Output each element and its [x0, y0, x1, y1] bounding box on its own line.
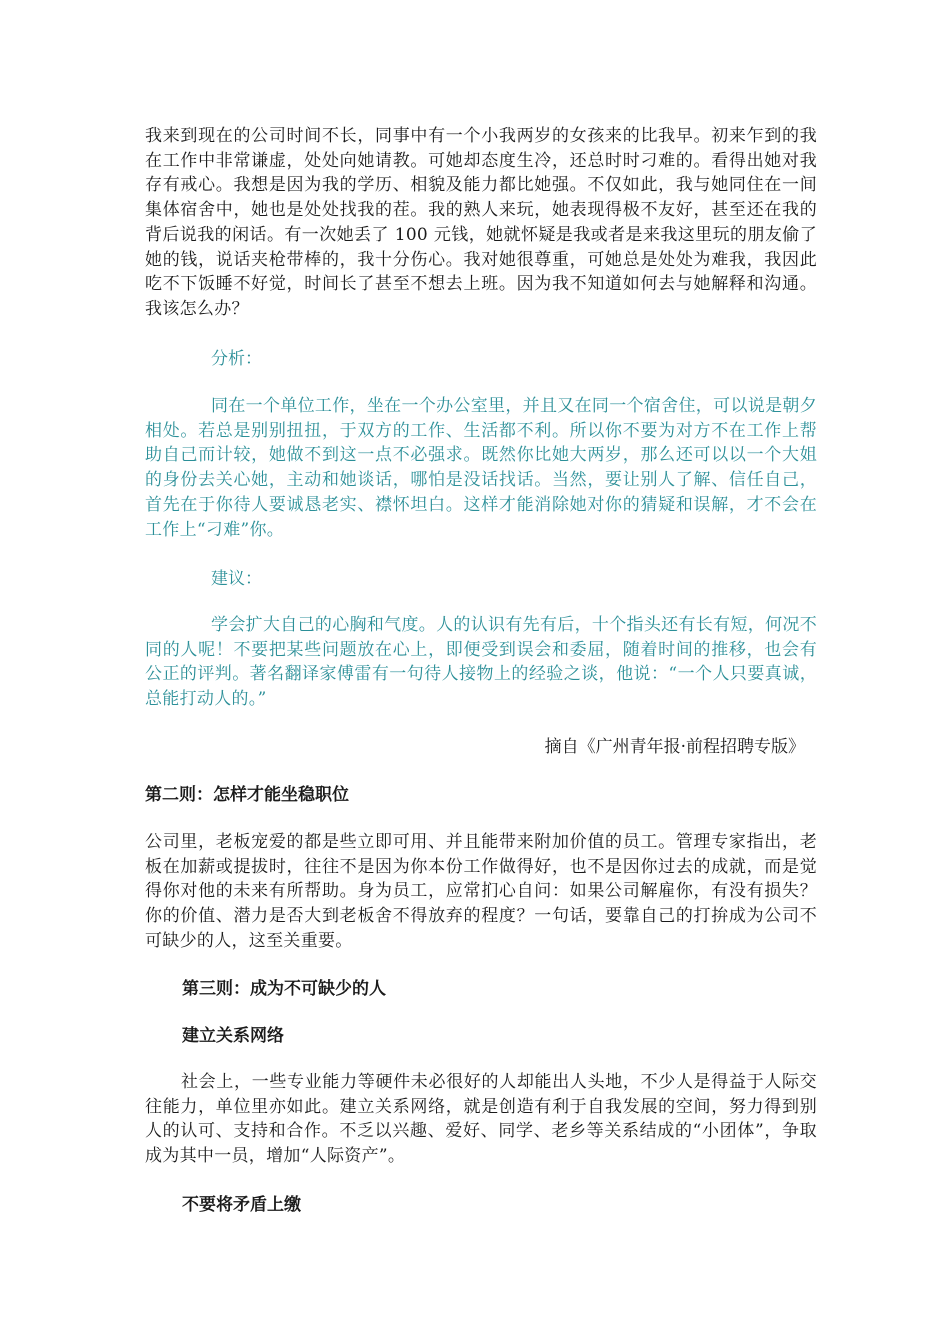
suggestion-label: 建议：	[211, 569, 262, 589]
section3-subheading-network: 建立关系网络	[182, 1026, 284, 1046]
section2-paragraph: 公司里，老板宠爱的都是些立即可用、并且能带来附加价值的员工。管理专家指出，老板在加薪或提拔时，往往不是因为你本份工作做得好，也不是因你过去的成就，而是觉得你对他的未来有所帮助。身为员工，应常扪心自问：如果公司解雇你，有没有损失？你的价值、潜力是否大到老板舍不得放弃的程度？一句话，要靠自己的打拚成为公司不可缺少的人，这至关重要。	[145, 832, 817, 951]
intro-paragraph: 我来到现在的公司时间不长，同事中有一个小我两岁的女孩来的比我早。初来乍到的我在工作中非常谦虚，处处向她请教。可她却态度生冷，还总时时刁难的。看得出她对我存有戒心。我想是因为我的学历、相貌及能力都比她强。不仅如此，我与她同住在一间集体宿舍中，她也是处处找我的茬。我的熟人来玩，她表现得极不友好，甚至还在我的背后说我的闲话。有一次她丢了 100 元钱，她就怀疑是我或者是来我这里玩的朋友偷了她的钱，说话夹枪带棒的，我十分伤心。我对她很尊重，可她总是处处为难我，我因此吃不下饭睡不好觉，时间长了甚至不想去上班。因为我不知道如何去与她解释和沟通。我该怎么办？	[145, 126, 817, 319]
analysis-label: 分析：	[211, 349, 262, 369]
section3-paragraph: 社会上，一些专业能力等硬件未必很好的人却能出人头地，不少人是得益于人际交往能力，单位里亦如此。建立关系网络，就是创造有利于自我发展的空间，努力得到别人的认可、支持和合作。不乏以兴趣、爱好、同学、老乡等关系结成的“小团体”，争取成为其中一员，增加“人际资产”。	[145, 1072, 817, 1167]
analysis-paragraph: 同在一个单位工作，坐在一个办公室里，并且又在同一个宿舍住，可以说是朝夕相处。若总是别别扭扭，于双方的工作、生活都不利。所以你不要为对方不在工作上帮助自己而计较，她做不到这一点不必强求。既然你比她大两岁，那么还可以以一个大姐的身份去关心她，主动和她谈话，哪怕是没话找话。当然，要让别人了解、信任自己，首先在于你待人要诚恳老实、襟怀坦白。这样才能消除她对你的猜疑和误解，才不会在工作上“刁难”你。	[145, 396, 817, 540]
section2-heading: 第二则：怎样才能坐稳职位	[145, 785, 349, 805]
section3-subheading-conflict: 不要将矛盾上缴	[182, 1195, 301, 1215]
source-citation: 摘自《广州青年报·前程招聘专版》	[544, 737, 805, 757]
suggestion-paragraph: 学会扩大自己的心胸和气度。人的认识有先有后，十个指头还有长有短，何况不同的人呢！不要把某些问题放在心上，即便受到误会和委屈，随着时间的推移，也会有公正的评判。著名翻译家傅雷有一句待人接物上的经验之谈，他说：“一个人只要真诚，总能打动人的。”	[145, 615, 817, 710]
section3-heading: 第三则：成为不可缺少的人	[182, 979, 386, 999]
